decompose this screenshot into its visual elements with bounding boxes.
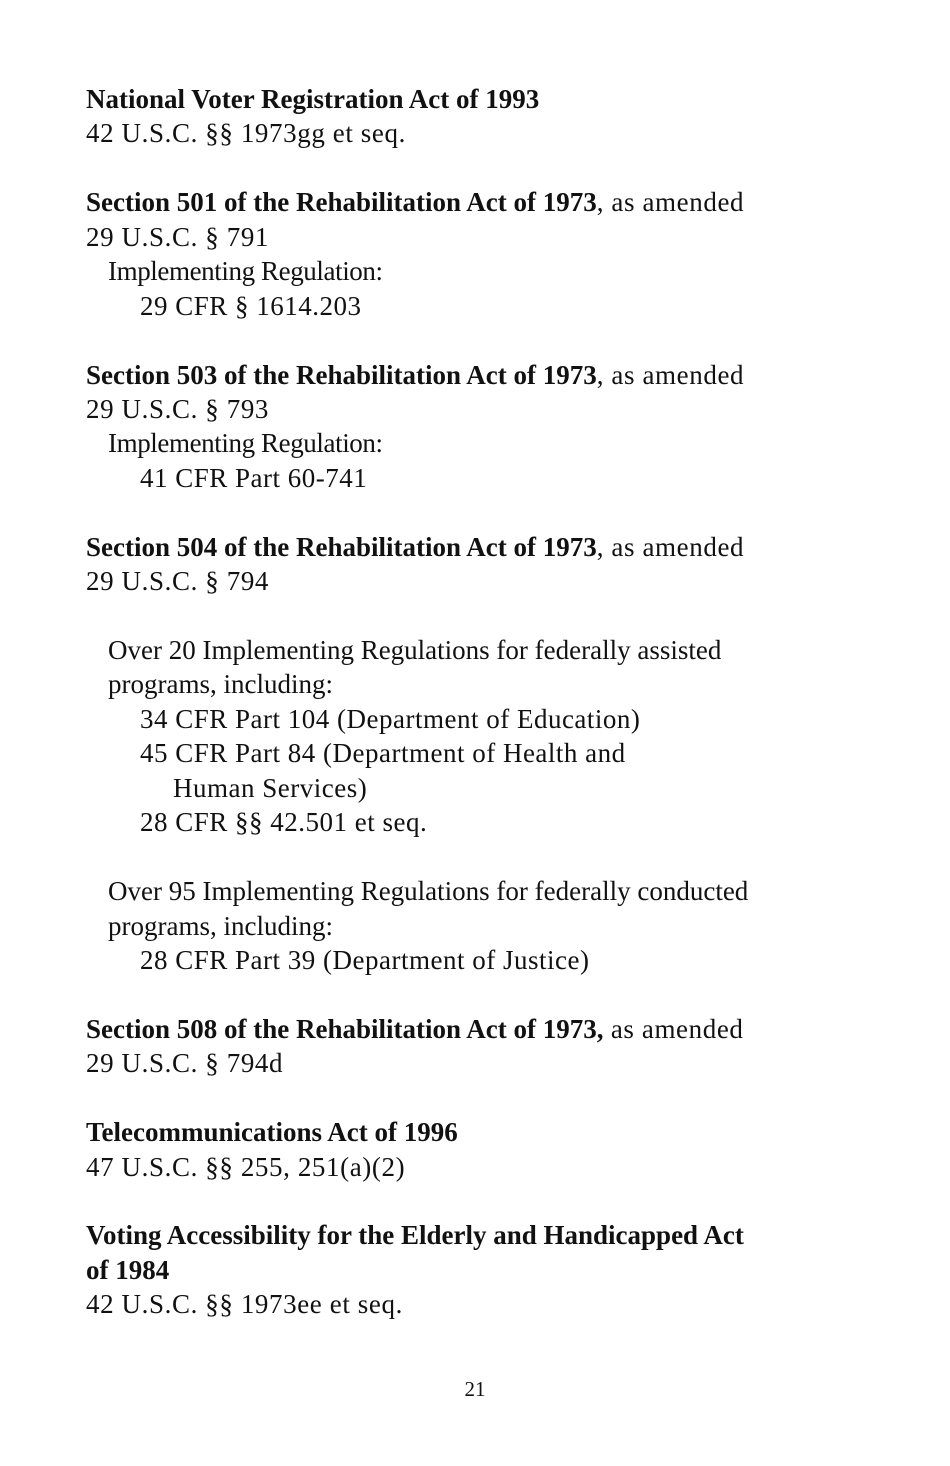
- section-suffix: , as amended: [596, 531, 745, 562]
- regulation: 45 CFR Part 84 (Department of Health and: [140, 738, 626, 769]
- section-title: Section 503 of the Rehabilitation Act of 1973: [86, 359, 597, 390]
- section-title: Section 501 of the Rehabilitation Act of 1973: [86, 187, 597, 218]
- section-title: Telecommunications Act of 1996: [86, 1117, 458, 1148]
- section-title: Voting Accessibility for the Elderly and Handicapped Act: [86, 1220, 744, 1251]
- regulation: 29 CFR § 1614.203: [140, 290, 362, 321]
- section-suffix: , as amended: [596, 359, 745, 390]
- section-title: Section 504 of the Rehabilitation Act of 1973: [86, 531, 597, 562]
- regulation-label: Implementing Regulation:: [108, 256, 383, 287]
- citation: 42 U.S.C. §§ 1973gg et seq.: [86, 118, 406, 149]
- citation: 29 U.S.C. § 791: [86, 221, 270, 252]
- section-title-cont: of 1984: [86, 1254, 170, 1285]
- assisted-intro-cont: programs, including:: [108, 669, 333, 700]
- regulation: 34 CFR Part 104 (Department of Education): [140, 703, 641, 734]
- conducted-intro-cont: programs, including:: [108, 910, 333, 941]
- citation: 29 U.S.C. § 794: [86, 566, 270, 597]
- regulation: 41 CFR Part 60-741: [140, 462, 368, 493]
- section-title: Section 508 of the Rehabilitation Act of 1973,: [86, 1013, 604, 1044]
- section-suffix: as amended: [603, 1013, 744, 1044]
- regulation-cont: Human Services): [173, 772, 368, 803]
- citation: 42 U.S.C. §§ 1973ee et seq.: [86, 1289, 403, 1320]
- document-page: [86, 82, 866, 1322]
- section-suffix: , as amended: [596, 187, 745, 218]
- assisted-intro: Over 20 Implementing Regulations for federally assisted: [108, 635, 722, 665]
- page-number: 21: [464, 1377, 486, 1401]
- section-title: National Voter Registration Act of 1993: [86, 84, 540, 114]
- citation: 29 U.S.C. § 793: [86, 393, 270, 424]
- citation: 47 U.S.C. §§ 255, 251(a)(2): [86, 1151, 406, 1182]
- regulation: 28 CFR Part 39 (Department of Justice): [140, 944, 590, 975]
- citation: 29 U.S.C. § 794d: [86, 1048, 284, 1079]
- conducted-intro: Over 95 Implementing Regulations for federally conducted: [108, 876, 749, 907]
- regulation-label: Implementing Regulation:: [108, 428, 383, 459]
- regulation: 28 CFR §§ 42.501 et seq.: [140, 807, 428, 838]
